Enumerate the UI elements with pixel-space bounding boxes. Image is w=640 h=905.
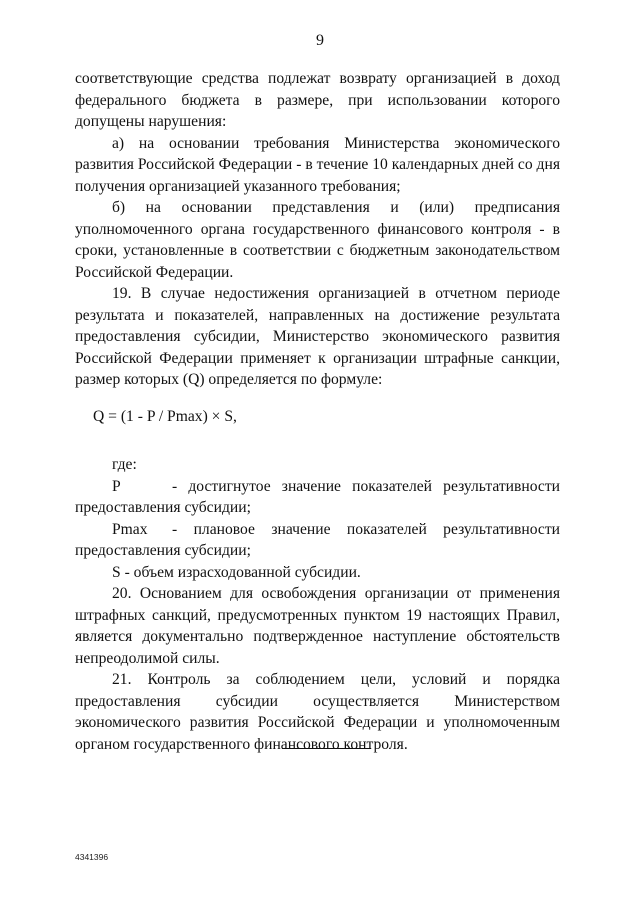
definition-p-text: - достигнутое значение показателей результативности предоставления субсидии;: [75, 477, 560, 516]
paragraph-19: 19. В случае недостижения организацией в отчетном периоде результата и показателей, направленных на достижение результата предоставления субсидии, Министерство экономического развития Российской Федерации применяет к организации штрафные санкции, размер которых (Q) определяется по формуле:: [75, 285, 560, 388]
definition-p-symbol: P: [112, 477, 121, 495]
definition-p: [75, 476, 560, 519]
definition-s: S - объем израсходованной субсидии.: [112, 563, 361, 581]
definition-pmax-text: - плановое значение показателей результативности предоставления субсидии;: [75, 520, 560, 559]
formula-where-label: где:: [112, 456, 137, 473]
paragraph-refund-intro: соответствующие средства подлежат возврату организацией в доход федерального бюджета в размере, при использовании которого допущены нарушения:: [75, 70, 560, 130]
document-body: [75, 68, 560, 755]
definition-pmax-symbol: Pmax: [112, 520, 148, 538]
document-code: 4341396: [75, 852, 109, 862]
paragraph-21: 21. Контроль за соблюдением цели, условий и порядка предоставления субсидии осуществляется Министерством экономического развития Российской Федерации и уполномоченным органом государственного финансового контроля.: [75, 671, 560, 753]
penalty-formula: Q = (1 - P / Pmax) × S,: [93, 407, 237, 425]
paragraph-20: 20. Основанием для освобождения организации от применения штрафных санкций, предусмотренных пунктом 19 настоящих Правил, является документально подтвержденное наступление обстоятельств непреодолимой силы.: [75, 585, 560, 667]
closing-divider-line: [282, 748, 371, 749]
page-number: 9: [316, 32, 324, 49]
definition-pmax: [75, 519, 560, 562]
paragraph-item-a: а) на основании требования Министерства экономического развития Российской Федерации - в течение 10 календарных дней со дня получения организацией указанного требования;: [75, 134, 560, 195]
paragraph-item-b: б) на основании представления и (или) предписания уполномоченного органа государственного финансового контроля - в сроки, установленные в соответствии с бюджетным законодательством Российской Федерации.: [75, 199, 560, 281]
